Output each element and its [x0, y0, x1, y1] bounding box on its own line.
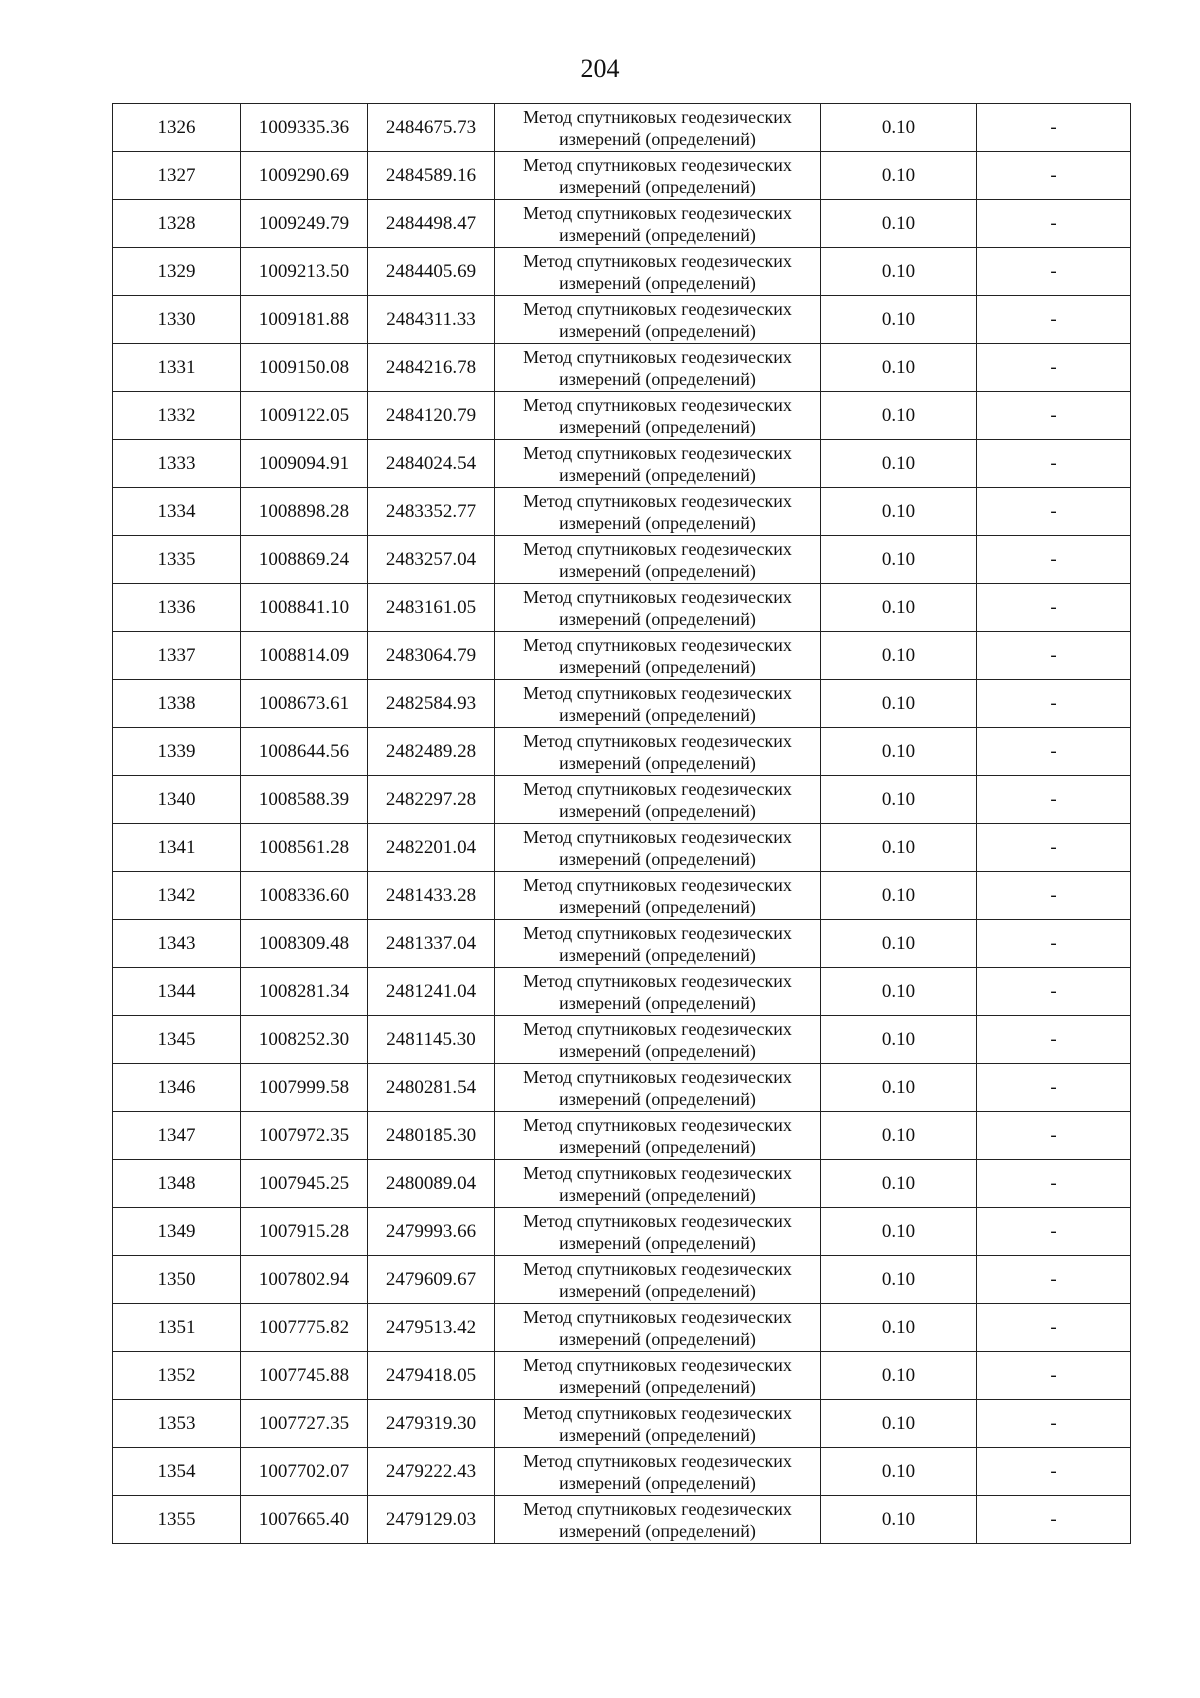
point-number-cell: 1352: [113, 1352, 241, 1400]
x-coordinate-cell: 1008588.39: [241, 776, 368, 824]
accuracy-cell: 0.10: [821, 920, 977, 968]
accuracy-cell: 0.10: [821, 488, 977, 536]
table-row: [113, 392, 1131, 440]
accuracy-cell: 0.10: [821, 248, 977, 296]
method-line-2: измерений (определений): [559, 1472, 756, 1493]
method-line-2: измерений (определений): [559, 464, 756, 485]
note-cell: -: [977, 200, 1131, 248]
method-line-2: измерений (определений): [559, 1136, 756, 1157]
method-cell: [495, 584, 821, 632]
table-row: [113, 440, 1131, 488]
method-line-2: измерений (определений): [559, 272, 756, 293]
method-line-2: измерений (определений): [559, 752, 756, 773]
method-line-1: Метод спутниковых геодезических: [523, 1114, 792, 1135]
table-row: [113, 1016, 1131, 1064]
coordinates-table: [112, 103, 1131, 1544]
x-coordinate-cell: 1008644.56: [241, 728, 368, 776]
y-coordinate-cell: 2479513.42: [368, 1304, 495, 1352]
table-row: [113, 152, 1131, 200]
accuracy-cell: 0.10: [821, 1496, 977, 1544]
table-row: [113, 1448, 1131, 1496]
method-line-2: измерений (определений): [559, 1424, 756, 1445]
point-number-cell: 1343: [113, 920, 241, 968]
x-coordinate-cell: 1009213.50: [241, 248, 368, 296]
method-line-2: измерений (определений): [559, 560, 756, 581]
x-coordinate-cell: 1009122.05: [241, 392, 368, 440]
x-coordinate-cell: 1009335.36: [241, 104, 368, 152]
method-cell: [495, 1400, 821, 1448]
x-coordinate-cell: 1009094.91: [241, 440, 368, 488]
method-line-1: Метод спутниковых геодезических: [523, 250, 792, 271]
x-coordinate-cell: 1007972.35: [241, 1112, 368, 1160]
y-coordinate-cell: 2483257.04: [368, 536, 495, 584]
method-line-2: измерений (определений): [559, 1328, 756, 1349]
accuracy-cell: 0.10: [821, 536, 977, 584]
y-coordinate-cell: 2483161.05: [368, 584, 495, 632]
accuracy-cell: 0.10: [821, 1304, 977, 1352]
method-line-1: Метод спутниковых геодезических: [523, 778, 792, 799]
method-line-1: Метод спутниковых геодезических: [523, 1402, 792, 1423]
x-coordinate-cell: 1007915.28: [241, 1208, 368, 1256]
method-line-2: измерений (определений): [559, 1040, 756, 1061]
accuracy-cell: 0.10: [821, 632, 977, 680]
x-coordinate-cell: 1007745.88: [241, 1352, 368, 1400]
y-coordinate-cell: 2482489.28: [368, 728, 495, 776]
point-number-cell: 1326: [113, 104, 241, 152]
y-coordinate-cell: 2482297.28: [368, 776, 495, 824]
method-line-1: Метод спутниковых геодезических: [523, 394, 792, 415]
note-cell: -: [977, 440, 1131, 488]
method-line-1: Метод спутниковых геодезических: [523, 1018, 792, 1039]
method-cell: [495, 392, 821, 440]
y-coordinate-cell: 2484120.79: [368, 392, 495, 440]
x-coordinate-cell: 1008841.10: [241, 584, 368, 632]
accuracy-cell: 0.10: [821, 200, 977, 248]
method-line-2: измерений (определений): [559, 1184, 756, 1205]
method-line-2: измерений (определений): [559, 608, 756, 629]
table-body: [113, 104, 1131, 1544]
point-number-cell: 1354: [113, 1448, 241, 1496]
note-cell: -: [977, 824, 1131, 872]
table-row: [113, 680, 1131, 728]
method-line-1: Метод спутниковых геодезических: [523, 586, 792, 607]
method-line-2: измерений (определений): [559, 800, 756, 821]
x-coordinate-cell: 1009150.08: [241, 344, 368, 392]
method-cell: [495, 200, 821, 248]
y-coordinate-cell: 2481433.28: [368, 872, 495, 920]
y-coordinate-cell: 2482201.04: [368, 824, 495, 872]
method-line-1: Метод спутниковых геодезических: [523, 1354, 792, 1375]
x-coordinate-cell: 1008898.28: [241, 488, 368, 536]
table-row: [113, 1496, 1131, 1544]
method-cell: [495, 632, 821, 680]
method-line-1: Метод спутниковых геодезических: [523, 298, 792, 319]
accuracy-cell: 0.10: [821, 872, 977, 920]
x-coordinate-cell: 1009249.79: [241, 200, 368, 248]
point-number-cell: 1338: [113, 680, 241, 728]
note-cell: -: [977, 344, 1131, 392]
point-number-cell: 1333: [113, 440, 241, 488]
method-line-1: Метод спутниковых геодезических: [523, 1306, 792, 1327]
note-cell: -: [977, 104, 1131, 152]
table-row: [113, 200, 1131, 248]
method-cell: [495, 248, 821, 296]
y-coordinate-cell: 2479319.30: [368, 1400, 495, 1448]
x-coordinate-cell: 1007702.07: [241, 1448, 368, 1496]
method-line-2: измерений (определений): [559, 944, 756, 965]
y-coordinate-cell: 2483352.77: [368, 488, 495, 536]
note-cell: -: [977, 632, 1131, 680]
y-coordinate-cell: 2479222.43: [368, 1448, 495, 1496]
note-cell: -: [977, 1256, 1131, 1304]
method-cell: [495, 1448, 821, 1496]
point-number-cell: 1347: [113, 1112, 241, 1160]
method-line-2: измерений (определений): [559, 1520, 756, 1541]
note-cell: -: [977, 1496, 1131, 1544]
x-coordinate-cell: 1007665.40: [241, 1496, 368, 1544]
table-row: [113, 1208, 1131, 1256]
accuracy-cell: 0.10: [821, 440, 977, 488]
table-row: [113, 920, 1131, 968]
y-coordinate-cell: 2479418.05: [368, 1352, 495, 1400]
method-line-2: измерений (определений): [559, 512, 756, 533]
method-line-2: измерений (определений): [559, 128, 756, 149]
accuracy-cell: 0.10: [821, 296, 977, 344]
y-coordinate-cell: 2480089.04: [368, 1160, 495, 1208]
note-cell: -: [977, 968, 1131, 1016]
accuracy-cell: 0.10: [821, 344, 977, 392]
y-coordinate-cell: 2479609.67: [368, 1256, 495, 1304]
method-cell: [495, 440, 821, 488]
method-line-1: Метод спутниковых геодезических: [523, 826, 792, 847]
method-cell: [495, 344, 821, 392]
accuracy-cell: 0.10: [821, 1352, 977, 1400]
note-cell: -: [977, 1112, 1131, 1160]
accuracy-cell: 0.10: [821, 776, 977, 824]
point-number-cell: 1329: [113, 248, 241, 296]
note-cell: -: [977, 1160, 1131, 1208]
method-line-1: Метод спутниковых геодезических: [523, 634, 792, 655]
method-line-2: измерений (определений): [559, 416, 756, 437]
accuracy-cell: 0.10: [821, 1208, 977, 1256]
page-number: 204: [580, 54, 620, 83]
x-coordinate-cell: 1009290.69: [241, 152, 368, 200]
x-coordinate-cell: 1007802.94: [241, 1256, 368, 1304]
method-line-1: Метод спутниковых геодезических: [523, 1066, 792, 1087]
method-cell: [495, 1112, 821, 1160]
method-line-2: измерений (определений): [559, 1376, 756, 1397]
point-number-cell: 1342: [113, 872, 241, 920]
method-cell: [495, 1016, 821, 1064]
point-number-cell: 1355: [113, 1496, 241, 1544]
x-coordinate-cell: 1008281.34: [241, 968, 368, 1016]
note-cell: -: [977, 680, 1131, 728]
table-row: [113, 968, 1131, 1016]
method-line-1: Метод спутниковых геодезических: [523, 154, 792, 175]
x-coordinate-cell: 1007999.58: [241, 1064, 368, 1112]
method-line-2: измерений (определений): [559, 848, 756, 869]
method-cell: [495, 536, 821, 584]
table-row: [113, 776, 1131, 824]
point-number-cell: 1353: [113, 1400, 241, 1448]
y-coordinate-cell: 2480281.54: [368, 1064, 495, 1112]
table-row: [113, 248, 1131, 296]
table-row: [113, 104, 1131, 152]
method-line-2: измерений (определений): [559, 1280, 756, 1301]
method-cell: [495, 104, 821, 152]
y-coordinate-cell: 2482584.93: [368, 680, 495, 728]
method-cell: [495, 872, 821, 920]
method-line-2: измерений (определений): [559, 176, 756, 197]
x-coordinate-cell: 1008309.48: [241, 920, 368, 968]
note-cell: -: [977, 1400, 1131, 1448]
method-cell: [495, 296, 821, 344]
note-cell: -: [977, 152, 1131, 200]
method-line-1: Метод спутниковых геодезических: [523, 730, 792, 751]
table-row: [113, 344, 1131, 392]
accuracy-cell: 0.10: [821, 1016, 977, 1064]
method-cell: [495, 1208, 821, 1256]
y-coordinate-cell: 2484024.54: [368, 440, 495, 488]
accuracy-cell: 0.10: [821, 1400, 977, 1448]
note-cell: -: [977, 776, 1131, 824]
y-coordinate-cell: 2480185.30: [368, 1112, 495, 1160]
note-cell: -: [977, 872, 1131, 920]
note-cell: -: [977, 1304, 1131, 1352]
accuracy-cell: 0.10: [821, 1112, 977, 1160]
method-line-2: измерений (определений): [559, 320, 756, 341]
note-cell: -: [977, 1352, 1131, 1400]
accuracy-cell: 0.10: [821, 1448, 977, 1496]
method-cell: [495, 1352, 821, 1400]
method-line-1: Метод спутниковых геодезических: [523, 202, 792, 223]
method-cell: [495, 1256, 821, 1304]
point-number-cell: 1348: [113, 1160, 241, 1208]
method-line-2: измерений (определений): [559, 656, 756, 677]
method-line-1: Метод спутниковых геодезических: [523, 490, 792, 511]
method-cell: [495, 920, 821, 968]
point-number-cell: 1346: [113, 1064, 241, 1112]
x-coordinate-cell: 1008673.61: [241, 680, 368, 728]
point-number-cell: 1350: [113, 1256, 241, 1304]
accuracy-cell: 0.10: [821, 584, 977, 632]
y-coordinate-cell: 2481337.04: [368, 920, 495, 968]
x-coordinate-cell: 1007775.82: [241, 1304, 368, 1352]
method-line-1: Метод спутниковых геодезических: [523, 1162, 792, 1183]
x-coordinate-cell: 1008252.30: [241, 1016, 368, 1064]
method-cell: [495, 824, 821, 872]
point-number-cell: 1339: [113, 728, 241, 776]
x-coordinate-cell: 1007727.35: [241, 1400, 368, 1448]
method-cell: [495, 680, 821, 728]
method-cell: [495, 1160, 821, 1208]
note-cell: -: [977, 536, 1131, 584]
x-coordinate-cell: 1008869.24: [241, 536, 368, 584]
method-cell: [495, 1064, 821, 1112]
table-row: [113, 1400, 1131, 1448]
method-line-1: Метод спутниковых геодезических: [523, 442, 792, 463]
table-row: [113, 296, 1131, 344]
table-row: [113, 536, 1131, 584]
point-number-cell: 1351: [113, 1304, 241, 1352]
x-coordinate-cell: 1008561.28: [241, 824, 368, 872]
method-cell: [495, 728, 821, 776]
method-line-2: измерений (определений): [559, 1088, 756, 1109]
table-row: [113, 1256, 1131, 1304]
note-cell: -: [977, 248, 1131, 296]
table-row: [113, 872, 1131, 920]
table-row: [113, 1064, 1131, 1112]
method-line-2: измерений (определений): [559, 896, 756, 917]
accuracy-cell: 0.10: [821, 1256, 977, 1304]
method-line-1: Метод спутниковых геодезических: [523, 1450, 792, 1471]
method-cell: [495, 152, 821, 200]
point-number-cell: 1337: [113, 632, 241, 680]
accuracy-cell: 0.10: [821, 968, 977, 1016]
method-line-1: Метод спутниковых геодезических: [523, 346, 792, 367]
x-coordinate-cell: 1009181.88: [241, 296, 368, 344]
method-line-1: Метод спутниковых геодезических: [523, 682, 792, 703]
method-cell: [495, 488, 821, 536]
point-number-cell: 1341: [113, 824, 241, 872]
y-coordinate-cell: 2479129.03: [368, 1496, 495, 1544]
table-row: [113, 632, 1131, 680]
table-row: [113, 728, 1131, 776]
point-number-cell: 1334: [113, 488, 241, 536]
point-number-cell: 1328: [113, 200, 241, 248]
method-line-1: Метод спутниковых геодезических: [523, 1498, 792, 1519]
method-line-1: Метод спутниковых геодезических: [523, 874, 792, 895]
method-line-1: Метод спутниковых геодезических: [523, 1258, 792, 1279]
method-line-1: Метод спутниковых геодезических: [523, 538, 792, 559]
table-row: [113, 1304, 1131, 1352]
table-row: [113, 488, 1131, 536]
point-number-cell: 1345: [113, 1016, 241, 1064]
note-cell: -: [977, 728, 1131, 776]
method-cell: [495, 776, 821, 824]
method-line-1: Метод спутниковых геодезических: [523, 970, 792, 991]
table-row: [113, 1352, 1131, 1400]
note-cell: -: [977, 488, 1131, 536]
method-cell: [495, 968, 821, 1016]
point-number-cell: 1330: [113, 296, 241, 344]
method-line-2: измерений (определений): [559, 704, 756, 725]
point-number-cell: 1332: [113, 392, 241, 440]
point-number-cell: 1327: [113, 152, 241, 200]
y-coordinate-cell: 2484405.69: [368, 248, 495, 296]
y-coordinate-cell: 2483064.79: [368, 632, 495, 680]
method-line-2: измерений (определений): [559, 992, 756, 1013]
y-coordinate-cell: 2484216.78: [368, 344, 495, 392]
method-line-1: Метод спутниковых геодезических: [523, 1210, 792, 1231]
x-coordinate-cell: 1007945.25: [241, 1160, 368, 1208]
table-row: [113, 1112, 1131, 1160]
point-number-cell: 1336: [113, 584, 241, 632]
point-number-cell: 1335: [113, 536, 241, 584]
accuracy-cell: 0.10: [821, 152, 977, 200]
table-row: [113, 824, 1131, 872]
method-line-2: измерений (определений): [559, 368, 756, 389]
accuracy-cell: 0.10: [821, 1160, 977, 1208]
point-number-cell: 1331: [113, 344, 241, 392]
note-cell: -: [977, 296, 1131, 344]
y-coordinate-cell: 2484498.47: [368, 200, 495, 248]
method-line-1: Метод спутниковых геодезических: [523, 922, 792, 943]
y-coordinate-cell: 2484589.16: [368, 152, 495, 200]
note-cell: -: [977, 1208, 1131, 1256]
y-coordinate-cell: 2481145.30: [368, 1016, 495, 1064]
accuracy-cell: 0.10: [821, 104, 977, 152]
accuracy-cell: 0.10: [821, 680, 977, 728]
accuracy-cell: 0.10: [821, 1064, 977, 1112]
y-coordinate-cell: 2484675.73: [368, 104, 495, 152]
y-coordinate-cell: 2481241.04: [368, 968, 495, 1016]
method-line-1: Метод спутниковых геодезических: [523, 106, 792, 127]
table-row: [113, 1160, 1131, 1208]
y-coordinate-cell: 2484311.33: [368, 296, 495, 344]
note-cell: -: [977, 392, 1131, 440]
note-cell: -: [977, 584, 1131, 632]
note-cell: -: [977, 1016, 1131, 1064]
accuracy-cell: 0.10: [821, 824, 977, 872]
x-coordinate-cell: 1008336.60: [241, 872, 368, 920]
method-line-2: измерений (определений): [559, 1232, 756, 1253]
x-coordinate-cell: 1008814.09: [241, 632, 368, 680]
accuracy-cell: 0.10: [821, 392, 977, 440]
note-cell: -: [977, 1448, 1131, 1496]
table-row: [113, 584, 1131, 632]
point-number-cell: 1340: [113, 776, 241, 824]
note-cell: -: [977, 920, 1131, 968]
accuracy-cell: 0.10: [821, 728, 977, 776]
y-coordinate-cell: 2479993.66: [368, 1208, 495, 1256]
method-line-2: измерений (определений): [559, 224, 756, 245]
method-cell: [495, 1496, 821, 1544]
point-number-cell: 1344: [113, 968, 241, 1016]
point-number-cell: 1349: [113, 1208, 241, 1256]
method-cell: [495, 1304, 821, 1352]
note-cell: -: [977, 1064, 1131, 1112]
